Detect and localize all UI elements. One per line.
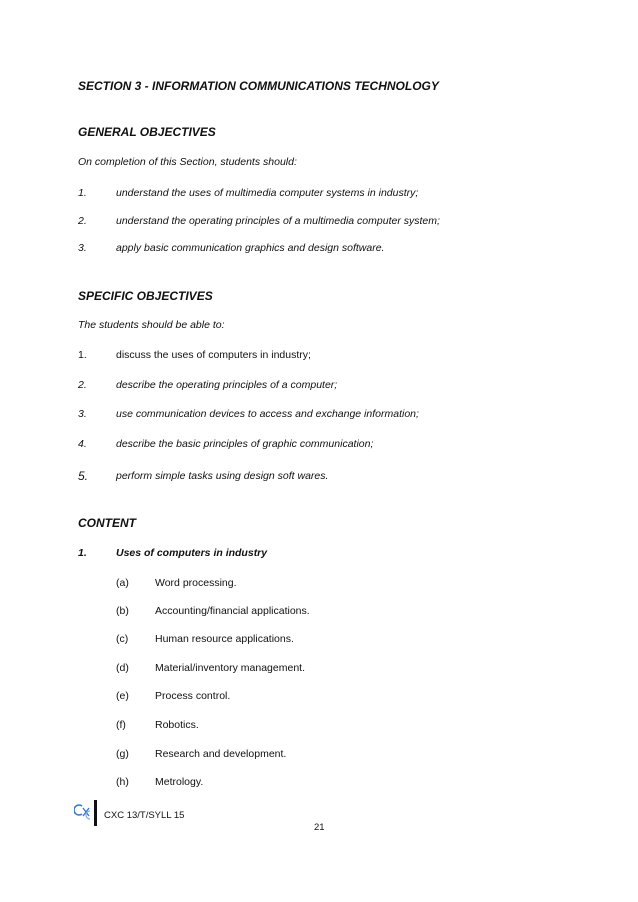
specific-objective-text: discuss the uses of computers in industry; bbox=[116, 349, 311, 361]
specific-objective-number: 2. bbox=[78, 379, 87, 391]
content-sub-label: (c) bbox=[116, 633, 129, 645]
content-sub-label: (h) bbox=[116, 776, 129, 788]
page-number: 21 bbox=[314, 822, 325, 833]
content-sub-text: Material/inventory management. bbox=[155, 662, 305, 674]
document-code: CXC 13/T/SYLL 15 bbox=[104, 810, 185, 821]
general-objective-number: 1. bbox=[78, 187, 87, 199]
content-sub-label: (d) bbox=[116, 662, 129, 674]
content-sub-label: (f) bbox=[116, 719, 126, 731]
content-sub-text: Word processing. bbox=[155, 577, 237, 589]
general-objective-number: 3. bbox=[78, 242, 87, 254]
specific-objective-text: perform simple tasks using design soft wares. bbox=[116, 470, 329, 482]
content-heading: CONTENT bbox=[78, 516, 136, 530]
specific-objective-number: 5. bbox=[78, 469, 89, 483]
general-objective-text: apply basic communication graphics and design software. bbox=[116, 242, 385, 254]
specific-objective-number: 4. bbox=[78, 438, 87, 450]
specific-objective-text: describe the operating principles of a computer; bbox=[116, 379, 338, 391]
content-sub-text: Metrology. bbox=[155, 776, 204, 788]
content-sub-text: Accounting/financial applications. bbox=[155, 605, 310, 617]
general-objectives-heading: GENERAL OBJECTIVES bbox=[78, 125, 216, 139]
content-topic-number: 1. bbox=[78, 547, 87, 559]
content-sub-label: (e) bbox=[116, 690, 129, 702]
footer-divider bbox=[94, 800, 97, 826]
general-objective-number: 2. bbox=[78, 215, 87, 227]
specific-objectives-heading: SPECIFIC OBJECTIVES bbox=[78, 289, 213, 303]
specific-objective-text: use communication devices to access and exchange information; bbox=[116, 408, 419, 420]
content-sub-text: Robotics. bbox=[155, 719, 199, 731]
section-title: SECTION 3 - INFORMATION COMMUNICATIONS TECHNOLOGY bbox=[78, 79, 439, 93]
content-sub-label: (g) bbox=[116, 748, 129, 760]
specific-objective-text: describe the basic principles of graphic communication; bbox=[116, 438, 374, 450]
content-sub-text: Human resource applications. bbox=[155, 633, 294, 645]
content-sub-label: (b) bbox=[116, 605, 129, 617]
specific-objectives-intro: The students should be able to: bbox=[78, 319, 225, 331]
cxc-logo-icon bbox=[74, 803, 92, 821]
general-objectives-intro: On completion of this Section, students should: bbox=[78, 156, 297, 168]
content-sub-label: (a) bbox=[116, 577, 129, 589]
content-topic-title: Uses of computers in industry bbox=[116, 547, 268, 559]
content-sub-text: Research and development. bbox=[155, 748, 287, 760]
specific-objective-number: 3. bbox=[78, 408, 87, 420]
general-objective-text: understand the operating principles of a multimedia computer system; bbox=[116, 215, 440, 227]
content-sub-text: Process control. bbox=[155, 690, 231, 702]
specific-objective-number: 1. bbox=[78, 349, 87, 361]
general-objective-text: understand the uses of multimedia computer systems in industry; bbox=[116, 187, 419, 199]
